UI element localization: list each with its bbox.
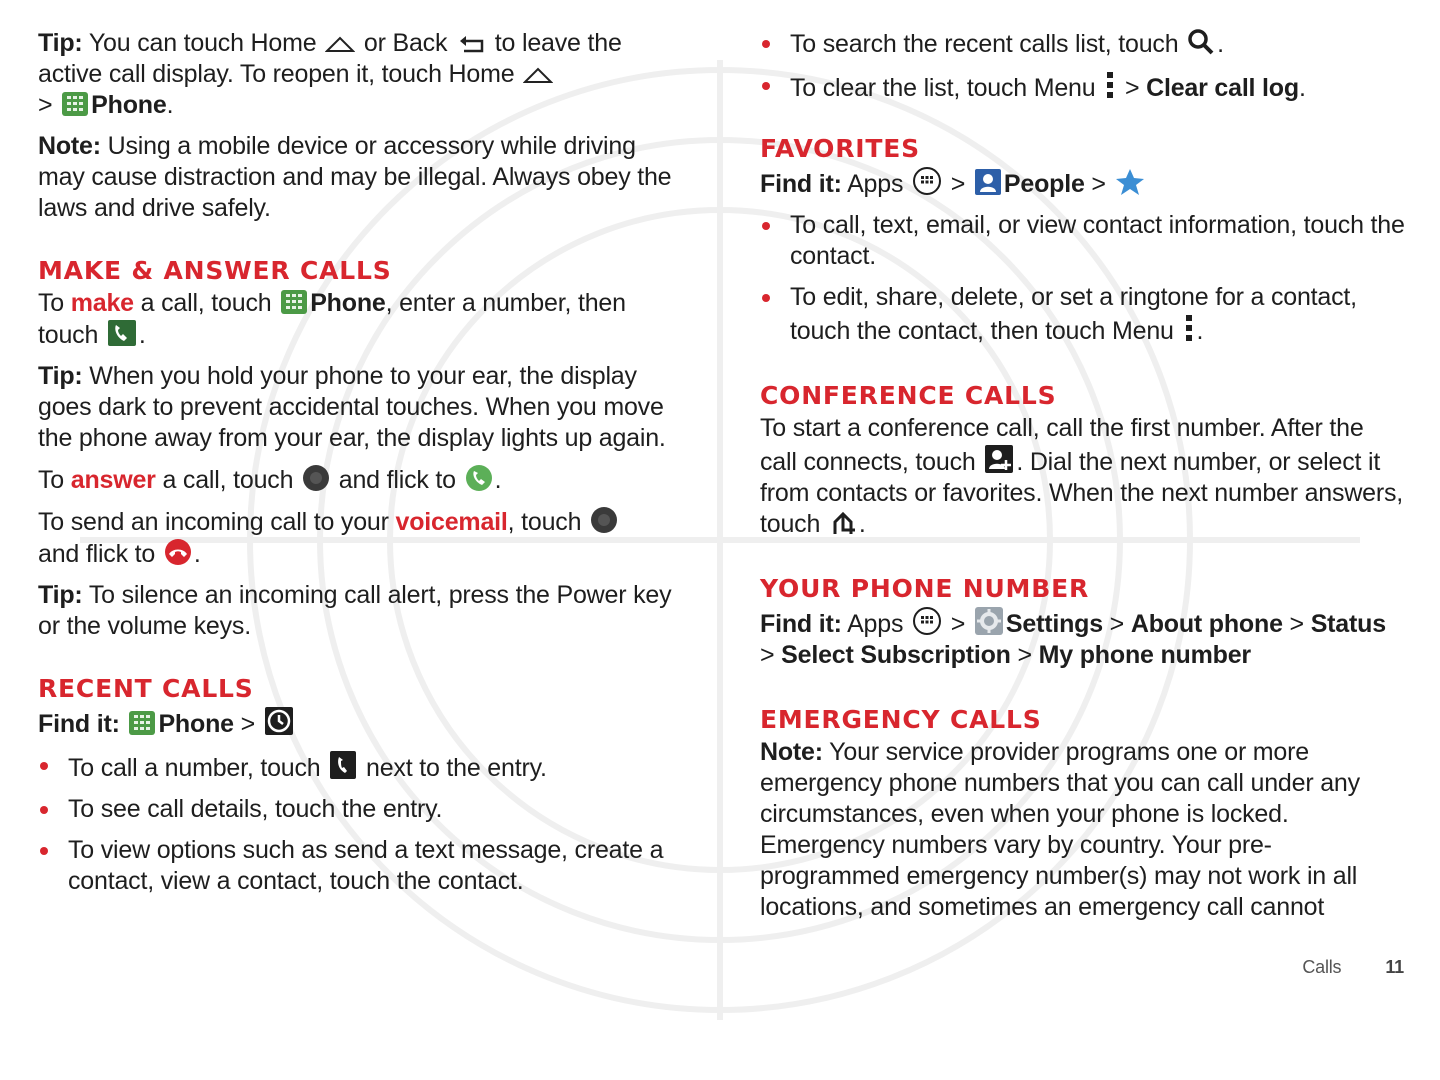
recent-clock-icon xyxy=(264,706,294,736)
favorites-list xyxy=(760,210,1405,347)
list-item: To call a number, touch next to the entry. xyxy=(38,750,678,784)
recent-calls-list-continued xyxy=(760,28,1405,104)
conference-text: To start a conference call, call the first number. After the call connects, touch . Dial the next number, or select it from contacts or favorites. When the next number answers, touch . xyxy=(760,414,1404,538)
favorites-find-it: Find it: Apps > People > xyxy=(760,166,1405,200)
left-column xyxy=(38,28,678,907)
tip-silence: Tip: To silence an incoming call alert, press the Power key or the volume keys. xyxy=(38,581,672,640)
list-item: To search the recent calls list, touch . xyxy=(760,28,1405,60)
section-title-your-phone-number: YOUR PHONE NUMBER xyxy=(760,574,1090,603)
add-call-icon xyxy=(984,444,1014,474)
page-number: 11 xyxy=(1385,957,1404,977)
section-title-make-answer: MAKE & ANSWER CALLS xyxy=(38,256,392,285)
home-icon xyxy=(325,33,355,55)
menu-icon xyxy=(1104,70,1116,100)
home-icon xyxy=(523,64,553,86)
back-icon xyxy=(456,33,486,55)
list-item: To clear the list, touch Menu > Clear call log. xyxy=(760,70,1405,104)
page-footer xyxy=(1302,952,1404,983)
answer-call-text: To answer a call, touch and flick to . xyxy=(38,466,502,494)
section-title-conference-calls: CONFERENCE CALLS xyxy=(760,381,1057,410)
emergency-note: Note: Your service provider programs one or more emergency phone numbers that you can call under any circumstances, even when your phone is locked. Emergency numbers vary by country. Your pre-programmed emergency number(s) may not work in all locations, and sometimes an emergency call cannot xyxy=(760,738,1360,921)
people-app-icon xyxy=(974,168,1002,196)
voicemail-text: To send an incoming call to your voicemail, touch and flick to . xyxy=(38,506,678,570)
star-icon xyxy=(1115,168,1145,196)
ignore-call-icon xyxy=(164,538,192,566)
phone-app-icon xyxy=(280,289,308,315)
tip-display-dark: Tip: When you hold your phone to your ear, the display goes dark to prevent accidental touches. When you move the phone away from your ear, the display lights up again. xyxy=(38,362,666,452)
recent-find-it: Find it: Phone > xyxy=(38,706,678,740)
note-driving: Note: Using a mobile device or accessory while driving may cause distraction and may be illegal. Always obey the laws and drive safely. xyxy=(38,132,672,222)
right-column xyxy=(760,28,1405,933)
dial-call-icon xyxy=(107,319,137,347)
call-back-icon xyxy=(329,750,357,780)
recent-calls-list xyxy=(38,750,678,897)
apps-icon xyxy=(912,606,942,636)
section-title-recent-calls: RECENT CALLS xyxy=(38,674,254,703)
list-item: To view options such as send a text message, create a contact, view a contact, touch the contact. xyxy=(38,835,678,897)
incoming-call-handle-icon xyxy=(302,464,330,492)
list-item: To edit, share, delete, or set a ringtone for a contact, touch the contact, then touch Menu . xyxy=(760,282,1405,347)
settings-gear-icon xyxy=(974,606,1004,636)
answer-icon xyxy=(465,464,493,492)
make-call-text: To make a call, touch Phone, enter a number, then touch . xyxy=(38,289,626,349)
phone-number-find-it: Find it: Apps > Settings > About phone > Status > Select Subscription > My phone number xyxy=(760,606,1405,671)
apps-icon xyxy=(912,166,942,196)
section-title-emergency-calls: EMERGENCY CALLS xyxy=(760,705,1042,734)
phone-app-icon xyxy=(61,91,89,117)
phone-app-icon xyxy=(128,710,156,736)
incoming-call-handle-icon xyxy=(590,506,618,534)
merge-calls-icon xyxy=(829,510,857,536)
menu-icon xyxy=(1183,313,1195,343)
section-title-favorites: FAVORITES xyxy=(760,134,920,163)
list-item: To call, text, email, or view contact information, touch the contact. xyxy=(760,210,1405,272)
search-icon xyxy=(1187,28,1215,56)
list-item: To see call details, touch the entry. xyxy=(38,794,678,825)
tip-home-back: Tip: You can touch Home or Back to leave the active call display. To reopen it, touch Home > Phone. xyxy=(38,29,622,119)
footer-section-name: Calls xyxy=(1302,957,1342,977)
